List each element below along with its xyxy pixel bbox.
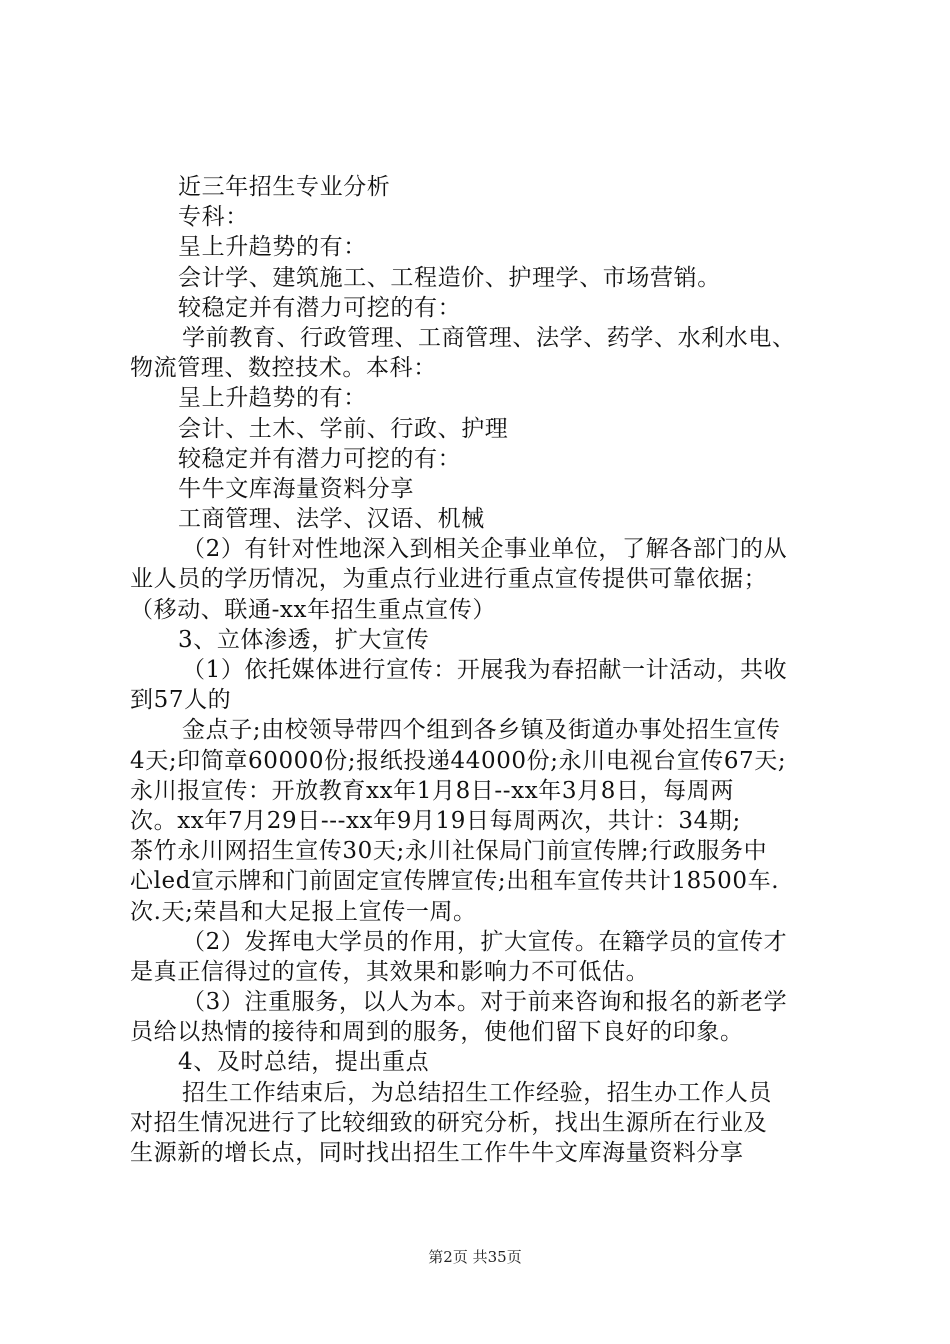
text-line: （2）有针对性地深入到相关企事业单位，了解各部门的从 [182, 536, 788, 563]
text-line: 次。xx年7月29日---xx年9月19日每周两次，共计：34期; [130, 807, 741, 834]
text-line: 是真正信得过的宣传，其效果和影响力不可低估。 [130, 958, 650, 985]
text-line: 呈上升趋势的有： [178, 234, 367, 261]
text-line: 近三年招生专业分析 [178, 174, 391, 200]
document-body [130, 172, 840, 1168]
text-line: 4、及时总结，提出重点 [178, 1049, 430, 1076]
text-line: 业人员的学历情况，为重点行业进行重点宣传提供可靠依据； [130, 566, 768, 593]
text-line: 专科： [178, 204, 249, 231]
text-line: 工商管理、法学、汉语、机械 [178, 506, 485, 533]
text-line: 永川报宣传：开放教育xx年1月8日--xx年3月8日，每周两 [130, 777, 734, 804]
text-line: 招生工作结束后，为总结招生工作经验，招生办工作人员 [182, 1079, 772, 1106]
text-line: 员给以热情的接待和周到的服务，使他们留下良好的印象。 [130, 1019, 744, 1046]
text-line: 物流管理、数控技术。本科： [130, 355, 437, 382]
text-line: 茶竹永川网招生宣传30天;永川社保局门前宣传牌;行政服务中 [130, 838, 768, 865]
page-footer: 第2页 共35页 [428, 1248, 522, 1266]
text-line: 较稳定并有潜力可挖的有： [178, 294, 462, 321]
text-line: 次.天;荣昌和大足报上宣传一周。 [130, 898, 477, 925]
text-line: 心led宣示牌和门前固定宣传牌宣传;出租车宣传共计18500车. [130, 868, 780, 895]
text-line: （移动、联通-xx年招生重点宣传） [130, 596, 496, 623]
text-line: 金点子;由校领导带四个组到各乡镇及街道办事处招生宣传 [182, 717, 781, 744]
text-line: 较稳定并有潜力可挖的有： [178, 445, 462, 472]
text-line: 对招生情况进行了比较细致的研究分析，找出生源所在行业及 [130, 1109, 768, 1136]
text-line: 会计学、建筑施工、工程造价、护理学、市场营销。 [178, 264, 721, 291]
text-line: 3、立体渗透，扩大宣传 [178, 626, 430, 653]
text-line: 生源新的增长点，同时找出招生工作牛牛文库海量资料分享 [130, 1140, 744, 1166]
text-line: 学前教育、行政管理、工商管理、法学、药学、水利水电、 [182, 324, 796, 351]
text-line: 牛牛文库海量资料分享 [178, 475, 414, 502]
text-line: （1）依托媒体进行宣传：开展我为春招献一计活动，共收 [182, 657, 788, 683]
text-line: 会计、土木、学前、行政、护理 [178, 415, 509, 442]
text-line: 4天;印简章60000份;报纸投递44000份;永川电视台宣传67天; [130, 747, 787, 774]
text-line: 到57人的 [130, 687, 232, 714]
text-line: （2）发挥电大学员的作用，扩大宣传。在籍学员的宣传才 [182, 928, 788, 955]
text-line: 呈上升趋势的有： [178, 385, 367, 412]
text-line: （3）注重服务，以人为本。对于前来咨询和报名的新老学 [182, 989, 788, 1016]
